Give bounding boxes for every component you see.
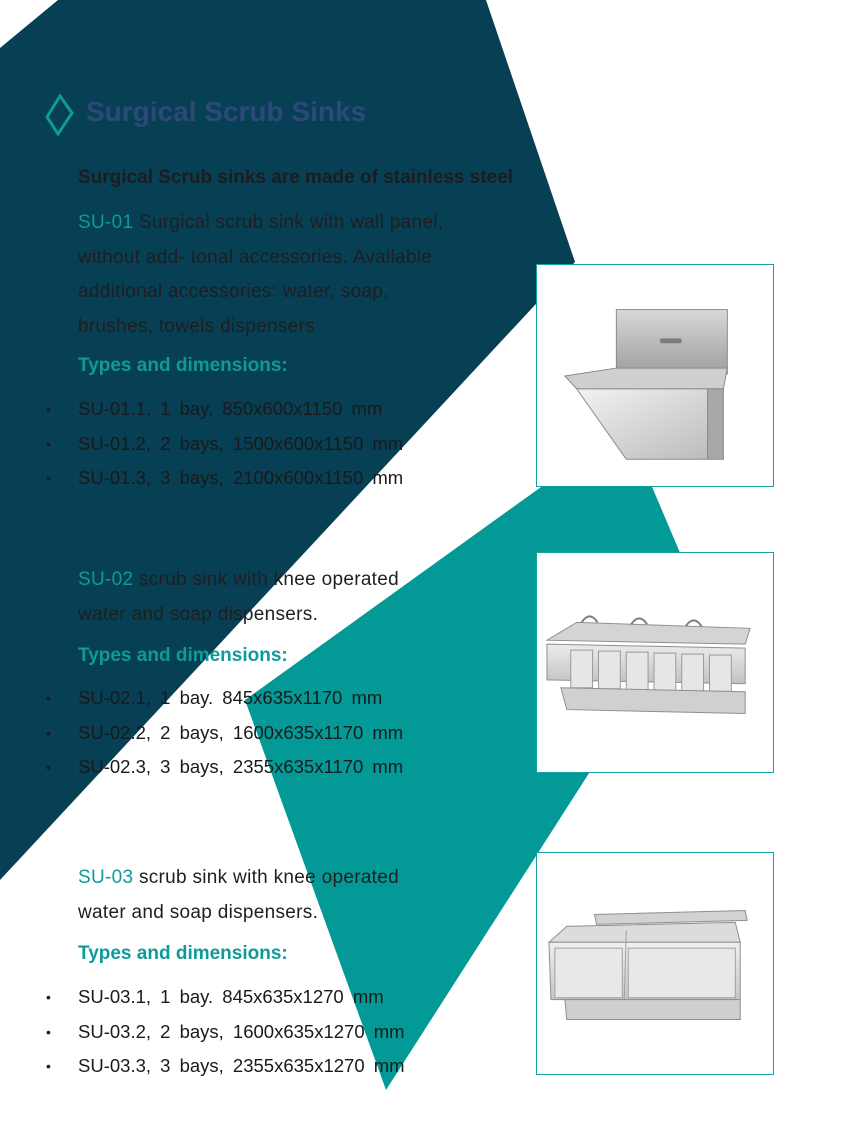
item-text: SU-01.1, 1 bay, 850x600x1150 mm: [78, 398, 383, 419]
section-2-description: [78, 563, 399, 632]
bullet: •: [46, 1058, 51, 1074]
item-text: SU-03.1, 1 bay. 845x635x1270 mm: [78, 986, 384, 1007]
bullet: •: [46, 435, 51, 452]
item-text: SU-02.2, 2 bays, 1600x635x1170 mm: [78, 721, 404, 743]
list-item: [44, 980, 514, 1015]
intro-text: Surgical Scrub sinks are made of stainless steel: [78, 167, 514, 188]
bullet: •: [46, 724, 51, 741]
section-1-description: [78, 206, 443, 344]
list-item: [44, 427, 514, 462]
types-heading: Types and dimensions:: [78, 355, 288, 376]
description-line: without add- tonal accessories. Available: [78, 246, 433, 268]
product-image-su01: [536, 264, 774, 487]
item-text: SU-03.3, 3 bays, 2355x635x1270 mm: [78, 1055, 405, 1076]
description-line: scrub sink with knee operated: [133, 569, 399, 590]
bullet: •: [46, 989, 51, 1005]
section-1-list: [44, 392, 514, 496]
section-3-list: [44, 980, 514, 1084]
description-line: brushes, towels dispensers: [78, 315, 315, 337]
list-item: [44, 461, 514, 496]
list-item: [44, 750, 514, 785]
bullet: •: [46, 690, 51, 706]
list-item: [44, 392, 514, 427]
description-line: water and soap dispensers.: [78, 901, 319, 923]
types-heading: Types and dimensions:: [78, 943, 288, 964]
bullet: •: [46, 401, 51, 417]
bullet: •: [46, 470, 51, 486]
product-image-su02: [536, 552, 774, 773]
item-text: SU-01.2, 2 bays, 1500x600x1150 mm: [78, 432, 404, 454]
diamond-outline-icon: [44, 94, 74, 136]
description-line: Surgical scrub sink with wall panel,: [133, 212, 444, 233]
description-line: water and soap dispensers.: [78, 603, 319, 625]
section-2-list: [44, 681, 514, 785]
description-line: additional accessories: water, soap,: [78, 281, 389, 302]
types-heading: Types and dimensions:: [78, 645, 288, 666]
list-item: [44, 1015, 514, 1050]
item-text: SU-02.3, 3 bays, 2355x635x1170 mm: [78, 756, 404, 777]
bullet: •: [46, 759, 51, 775]
product-code: SU-01: [78, 212, 134, 233]
item-text: SU-03.2, 2 bays, 1600x635x1270 mm: [78, 1020, 405, 1042]
item-text: SU-02.1, 1 bay. 845x635x1170 mm: [78, 687, 383, 708]
product-code: SU-03: [78, 867, 134, 888]
list-item: [44, 681, 514, 716]
item-text: SU-01.3, 3 bays, 2100x600x1150 mm: [78, 467, 404, 488]
list-item: [44, 1049, 514, 1084]
description-line: scrub sink with knee operated: [133, 867, 399, 888]
product-code: SU-02: [78, 569, 134, 590]
section-3-description: [78, 861, 399, 930]
product-image-su03: [536, 852, 774, 1075]
list-item: [44, 716, 514, 751]
bullet: •: [46, 1023, 51, 1040]
page-title: Surgical Scrub Sinks: [86, 96, 367, 127]
